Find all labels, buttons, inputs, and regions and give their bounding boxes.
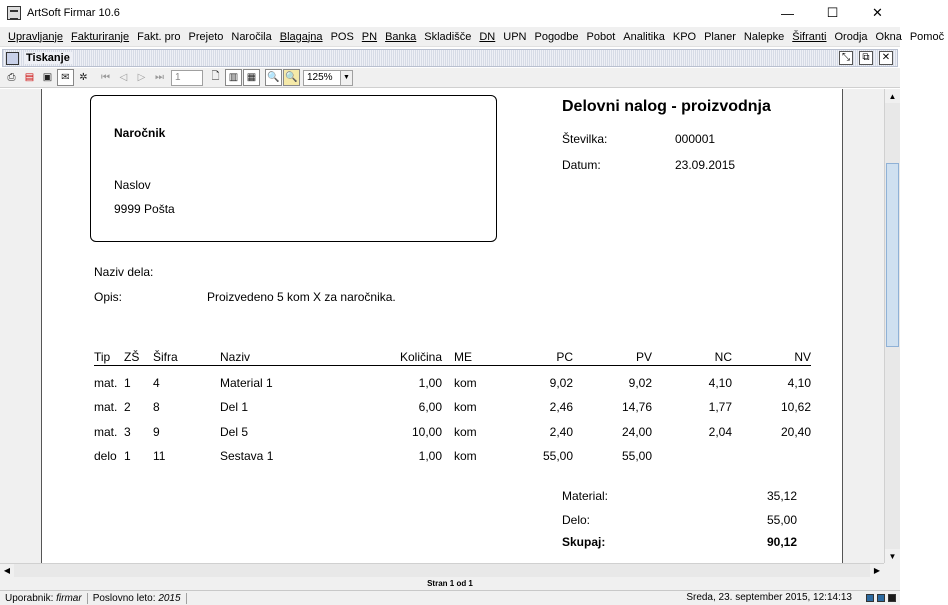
page-width-icon[interactable]: ▥ [225,69,242,86]
table-cell: kom [454,449,477,463]
table-cell: 55,00 [542,449,573,463]
table-cell: 1 [124,449,131,463]
table-cell: 11 [153,449,166,463]
user-label: Uporabnik: [5,592,54,604]
table-cell: kom [454,376,477,390]
material-total-label: Material: [562,489,609,503]
date-value: 23.09.2015 [675,158,736,172]
table-cell: 10,00 [411,425,442,439]
previous-page-icon[interactable]: ◁ [119,72,128,83]
menu-item-16[interactable]: Planer [704,30,736,43]
menu-item-9[interactable]: Skladišče [424,30,472,43]
page-indicator: Stran 1 od 1 [0,577,900,590]
table-cell: 1,77 [708,400,732,414]
status-indicator-icon [888,594,896,602]
menu-item-13[interactable]: Pobot [586,30,616,43]
number-value: 000001 [675,132,716,146]
print-window-header [2,49,898,67]
menu-bar [0,27,945,47]
date-label: Datum: [562,158,601,172]
menu-item-17[interactable]: Nalepke [743,30,785,43]
email-icon[interactable]: ✉ [57,69,74,86]
window-title: ArtSoft Firmar 10.6 [27,7,120,19]
next-page-icon[interactable]: ▷ [137,72,146,83]
horizontal-scrollbar[interactable] [0,563,884,577]
menu-item-15[interactable]: KPO [672,30,697,43]
menu-item-19[interactable]: Orodja [834,30,868,43]
grand-total-label: Skupaj: [562,535,606,549]
table-header-cell: Količina [399,350,442,364]
page-number-input[interactable]: 1 [171,70,203,86]
table-header-cell: ZŠ [124,350,140,364]
table-cell: 1 [124,376,131,390]
window-controls [765,0,900,26]
description-label: Opis: [94,290,123,304]
menu-item-8[interactable]: Banka [385,30,417,43]
menu-item-10[interactable]: DN [479,30,496,43]
pdf-icon[interactable]: ▤ [24,72,35,83]
year-label: Poslovno leto: [92,592,156,604]
last-page-icon[interactable]: ⏭ [155,72,164,83]
table-cell: 4 [153,376,160,390]
menu-item-20[interactable]: Okna [875,30,902,43]
table-cell: 4,10 [787,376,811,390]
minimize-button[interactable]: — [781,5,794,21]
material-total-value: 35,12 [766,489,797,503]
table-cell: 20,40 [780,425,811,439]
table-header-divider [94,365,811,366]
table-cell: 9 [153,425,160,439]
table-cell: mat. [94,425,118,439]
postal-line: 9999 Pošta [114,202,175,216]
app-icon [7,6,21,20]
address-line: Naslov [114,178,151,192]
table-cell: mat. [94,400,118,414]
table-cell: 2,04 [708,425,732,439]
table-cell: Sestava 1 [220,449,274,463]
table-header-cell: Šifra [153,350,178,364]
zoom-out-icon[interactable]: 🔍 [283,69,300,86]
save-icon[interactable]: ▣ [42,72,53,83]
zoom-value: 125% [307,72,333,83]
grand-total-value: 90,12 [766,535,797,549]
table-cell: 2,40 [549,425,573,439]
table-cell: Del 5 [220,425,249,439]
table-cell: Del 1 [220,400,249,414]
work-total-value: 55,00 [766,513,797,527]
table-header-cell: ME [454,350,472,364]
menu-item-18[interactable]: Šifranti [792,30,827,43]
title-bar [0,0,900,26]
print-window-icon [6,52,19,65]
year-value: 2015 [158,592,181,604]
scroll-right-icon[interactable]: ▶ [870,564,884,577]
table-cell: 9,02 [628,376,652,390]
table-cell: 24,00 [621,425,652,439]
table-header-cell: PC [556,350,573,364]
print-toolbar [0,68,900,88]
settings-icon[interactable]: ✲ [79,72,88,83]
menu-item-6[interactable]: POS [330,30,354,43]
menu-item-11[interactable]: UPN [503,30,527,43]
datetime-status: Sreda, 23. september 2015, 12:14:13 [686,592,852,603]
single-page-icon[interactable]: 🗋 [211,71,220,82]
table-cell: 55,00 [621,449,652,463]
table-cell: 2,46 [549,400,573,414]
work-name-label: Naziv dela: [94,265,154,279]
menu-item-14[interactable]: Analitika [623,30,665,43]
table-cell: 6,00 [418,400,442,414]
status-indicator-icon [866,594,874,602]
table-cell: mat. [94,376,118,390]
table-cell: 14,76 [621,400,652,414]
close-button[interactable]: ✕ [872,5,883,20]
table-cell: 1,00 [418,376,442,390]
menu-item-2[interactable]: Fakt. pro [137,30,181,43]
work-total-label: Delo: [562,513,591,527]
first-page-icon[interactable]: ⏮ [101,72,110,83]
restore-down-icon[interactable]: ⤡ [839,51,853,65]
table-cell: delo [94,449,117,463]
scroll-corner [884,563,900,577]
full-page-icon[interactable]: ▦ [243,69,260,86]
number-label: Številka: [562,132,608,146]
menu-item-12[interactable]: Pogodbe [534,30,579,43]
menu-item-5[interactable]: Blagajna [279,30,323,43]
table-header-cell: NC [714,350,732,364]
undock-icon[interactable]: ⧉ [859,51,873,65]
vertical-scroll-thumb[interactable] [886,163,899,347]
table-cell: 4,10 [708,376,732,390]
menu-item-1[interactable]: Fakturiranje [71,30,130,43]
document-page [41,89,843,563]
close-icon[interactable]: ✕ [879,51,893,65]
scroll-left-icon[interactable]: ◀ [0,564,14,577]
table-cell: 8 [153,400,160,414]
maximize-button[interactable]: ☐ [826,5,839,20]
status-indicator-icon [877,594,885,602]
table-cell: 9,02 [549,376,573,390]
table-header-cell: Naziv [220,350,251,364]
year-status [88,593,187,604]
scroll-up-icon[interactable]: ▲ [885,89,900,103]
print-preview-area[interactable] [0,89,884,563]
table-cell: 2 [124,400,131,414]
menu-item-3[interactable]: Prejeto [188,30,224,43]
menu-item-4[interactable]: Naročila [231,30,272,43]
vertical-scrollbar[interactable] [884,89,900,563]
scroll-down-icon[interactable]: ▼ [885,549,900,563]
table-cell: 1,00 [418,449,442,463]
print-icon[interactable]: ⎙ [7,72,16,83]
menu-item-0[interactable]: Upravljanje [8,30,64,43]
user-value: firmar [56,592,82,604]
table-cell: 3 [124,425,131,439]
print-window-title: Tiskanje [26,52,70,64]
customer-label: Naročnik [114,126,166,140]
zoom-in-icon[interactable]: 🔍 [265,69,282,86]
user-status [0,593,88,604]
description-value: Proizvedeno 5 kom X za naročnika. [207,290,396,304]
chevron-down-icon[interactable]: ▼ [340,71,352,85]
document-title: Delovni nalog - proizvodnja [562,98,771,115]
menu-item-7[interactable]: PN [361,30,378,43]
table-header-cell: NV [794,350,811,364]
table-cell: kom [454,425,477,439]
table-header-cell: Tip [94,350,111,364]
table-cell: Material 1 [220,376,273,390]
table-cell: kom [454,400,477,414]
zoom-select[interactable] [303,70,353,86]
table-cell: 10,62 [780,400,811,414]
table-header-cell: PV [635,350,652,364]
status-bar [0,590,900,605]
menu-item-21[interactable]: Pomoč [909,30,945,43]
customer-address-box [90,95,497,242]
